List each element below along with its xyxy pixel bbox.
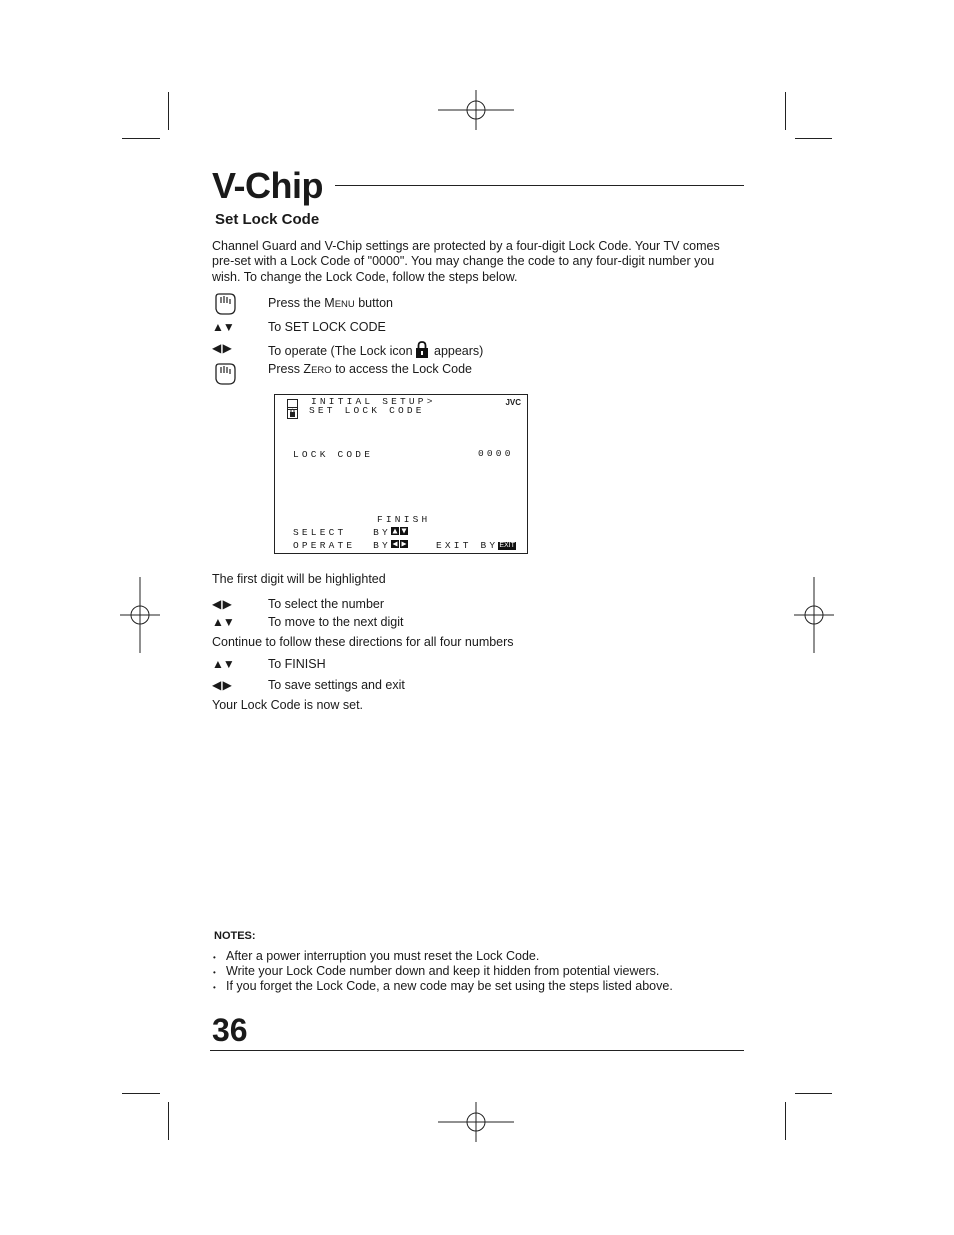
- step-text: To select the number: [268, 597, 385, 611]
- notes-list: [212, 949, 673, 994]
- step-text: Press Z: [268, 362, 312, 376]
- screen-finish: FINISH: [377, 514, 431, 525]
- step-text: To operate (The Lock icon: [268, 344, 413, 358]
- up-down-key-icon: [391, 527, 409, 535]
- page-title: V-Chip: [212, 165, 323, 206]
- jvc-logo: JVC: [505, 398, 521, 407]
- registration-mark-icon: [438, 90, 514, 130]
- step-text: button: [354, 296, 393, 310]
- done-text: Your Lock Code is now set.: [212, 698, 364, 712]
- crop-mark: [785, 92, 786, 130]
- screen-menu-path: INITIAL SETUP>: [311, 396, 436, 407]
- screen-menu-title: SET LOCK CODE: [309, 405, 425, 416]
- page-number: 36: [212, 1012, 248, 1048]
- hand-press-icon: [212, 291, 238, 317]
- up-down-arrows-icon: ▲▼: [212, 657, 234, 671]
- screen-operate-row: [293, 540, 409, 551]
- registration-mark-icon: [120, 577, 160, 653]
- note-item: • If you forget the Lock Code, a new code may be set using the steps listed above.: [212, 979, 673, 994]
- step-text: To SET LOCK CODE: [268, 320, 386, 334]
- left-right-key-icon: [391, 540, 409, 548]
- tv-screen-illustration: [274, 394, 528, 554]
- step-smallcaps: ERO: [311, 365, 332, 376]
- bottom-rule: [210, 1050, 744, 1051]
- registration-mark-icon: [438, 1102, 514, 1142]
- screen-lock-code-label: LOCK CODE: [293, 449, 374, 460]
- step-text: Press the M: [268, 296, 335, 310]
- step-smallcaps: ENU: [334, 299, 355, 310]
- note-item: • Write your Lock Code number down and keep it hidden from potential viewers.: [212, 964, 673, 979]
- crop-mark: [785, 1102, 786, 1140]
- left-right-arrows-icon: ◀ ▶: [212, 678, 231, 692]
- screen-select-label: SELECT BY: [293, 527, 391, 538]
- step-text: appears): [430, 344, 484, 358]
- screen-exit-row: [436, 540, 516, 551]
- registration-mark-icon: [794, 577, 834, 653]
- lock-icon: [287, 407, 298, 419]
- continue-text: Continue to follow these directions for all four numbers: [212, 635, 514, 649]
- hand-press-icon: [212, 361, 238, 387]
- notes-heading: NOTES:: [214, 930, 256, 942]
- left-right-arrows-icon: ◀ ▶: [212, 597, 231, 611]
- lock-icon: [415, 341, 429, 358]
- crop-mark: [122, 138, 160, 139]
- first-digit-text: The first digit will be highlighted: [212, 572, 386, 586]
- exit-key-icon: EXIT: [499, 542, 515, 549]
- title-rule: [335, 185, 744, 186]
- crop-mark: [795, 138, 832, 139]
- crop-mark: [168, 1102, 169, 1140]
- left-right-arrows-icon: ◀ ▶: [212, 341, 231, 355]
- crop-mark: [795, 1093, 832, 1094]
- note-item: • After a power interruption you must reset the Lock Code.: [212, 949, 673, 964]
- up-down-arrows-icon: ▲▼: [212, 615, 234, 629]
- screen-select-row: [293, 527, 409, 538]
- screen-exit-label: EXIT BY: [436, 540, 499, 551]
- screen-lock-code-value: 0000: [478, 448, 514, 459]
- crop-mark: [122, 1093, 160, 1094]
- step-text: To move to the next digit: [268, 615, 404, 629]
- step-text: to access the Lock Code: [331, 362, 473, 376]
- crop-mark: [168, 92, 169, 130]
- step-text: To save settings and exit: [268, 678, 405, 692]
- intro-paragraph: Channel Guard and V-Chip settings are protected by a four-digit Lock Code. Your TV comes pre-set with a Lock Code of "0000". You may change the code to any four-digit number you wish. To change the Lock Code, follow the steps below.: [212, 239, 720, 284]
- up-down-arrows-icon: ▲▼: [212, 320, 234, 334]
- section-subtitle: Set Lock Code: [215, 211, 320, 228]
- step-text: To FINISH: [268, 657, 326, 671]
- screen-operate-label: OPERATE BY: [293, 540, 391, 551]
